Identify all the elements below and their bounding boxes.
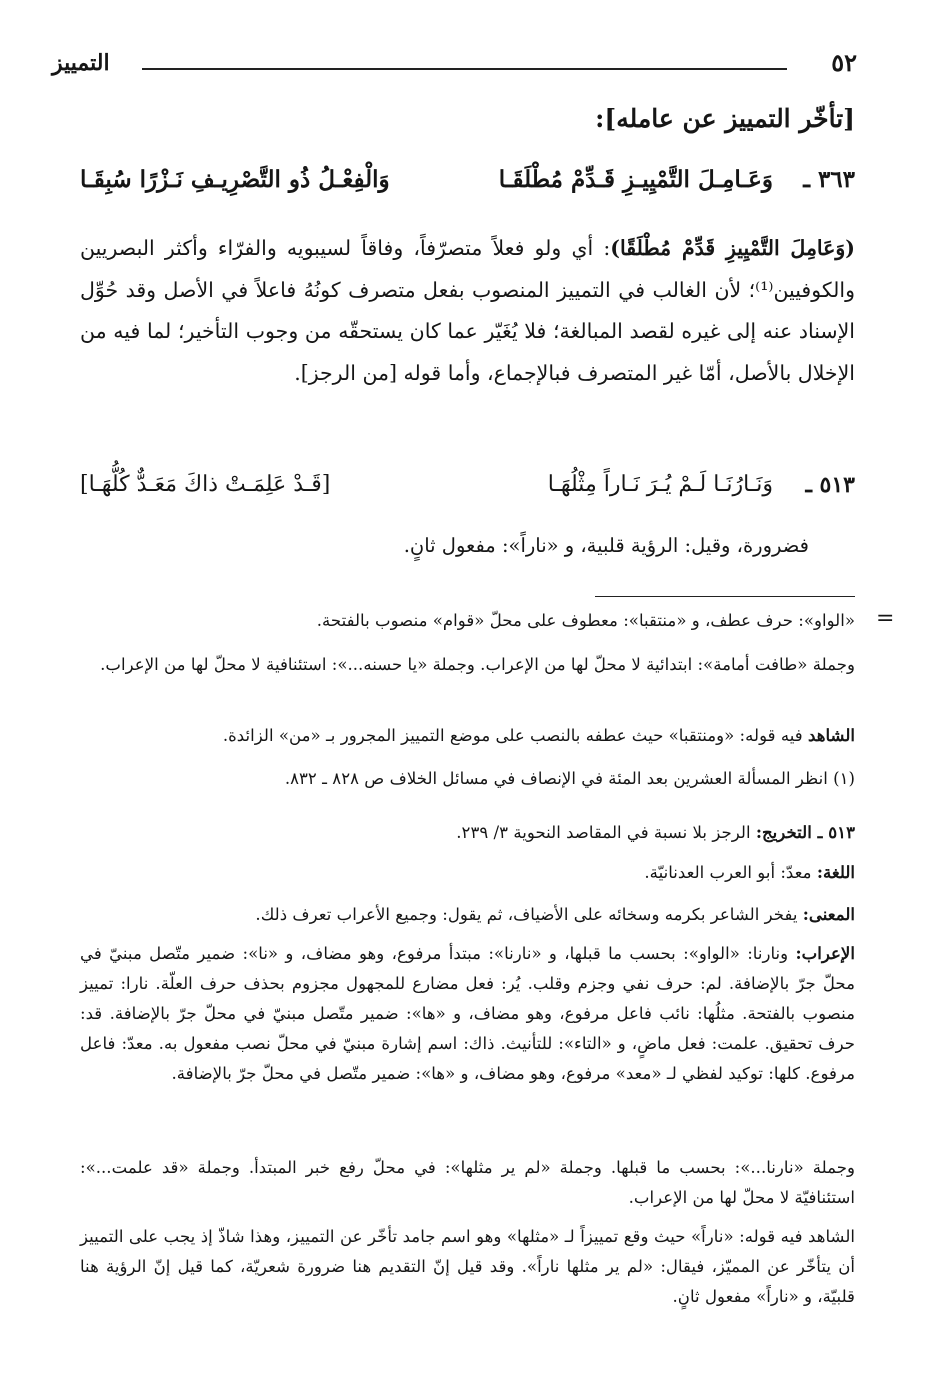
page-header	[52, 42, 857, 82]
footnote-paragraph: وجملة «طافت أمامة»: ابتدائية لا محلّ لها من الإعراب. وجملة «يا حسنه...»: استئنافية لا محلّ لها من الإعراب.	[100, 655, 855, 674]
footnote-separator	[595, 596, 855, 597]
page-number: ٥٢	[831, 48, 857, 77]
cited-verse-number: ٥١٣ ـ	[805, 472, 855, 498]
footnote-reference: (١) انظر المسألة العشرين بعد المئة في الإنصاف في مسائل الخلاف ص ٨٢٨ ـ ٨٣٢.	[284, 769, 855, 788]
verse-first-hemistich: وَعَـامِـلَ التَّمْيِيـزِ قَـدِّمْ مُطْلَقَـا	[498, 166, 773, 193]
footnote-irab: الإعراب: ونارنا: «الواو»: بحسب ما قبلها، و «نارنا»: مبتدأ مرفوع، وهو مضاف، و «نا»: ضمير متّصل مبنيّ في محلّ جرّ بالإضافة. لم: حرف نفي وجزم وقلب. يُر: فعل مضارع للمجهول مجزوم بحذف حرف العلّة. نارا: تمييز منصوب بالفتحة. مثلُها: نائب فاعل مرفوع، وهو مضاف، و «ها»: ضمير متّصل مبنيّ في محلّ جرّ بالإضافة. قد: حرف تحقيق. علمت: فعل ماضٍ، و «التاء»: للتأنيث. ذاك: اسم إشارة مبنيّ في محلّ نصب مفعول به. معدّ: فاعل مرفوع. كلها: توكيد لفظي لـ «معد» مرفوع، وهو مضاف، و «ها»: ضمير متّصل في محلّ جرّ بالإضافة.	[80, 943, 856, 1083]
continuation-mark: =	[876, 606, 895, 631]
verse-number: ٣٦٣ ـ	[803, 166, 855, 193]
footnote-lugha: اللغة: معدّ: أبو العرب العدنانيّة.	[644, 862, 855, 882]
takhrij-label: ٥١٣ ـ التخريج:	[755, 822, 855, 842]
shahid-label: الشاهد	[808, 725, 855, 745]
irab-label: الإعراب:	[795, 943, 856, 963]
after-verse-text: فضرورة، وقيل: الرؤية قلبية، و «ناراً»: مفعول ثانٍ.	[403, 534, 809, 557]
footnote-shahid: الشاهد فيه قوله: «ومنتقبا» حيث عطفه بالنصب على موضع التمييز المجرور بـ «من» الزائدة.	[222, 725, 855, 745]
commentary-text: : أي ولو فعلاً متصرّفاً، وفاقاً لسيبويه والفرّاء وأكثر البصريين والكوفيين⁽¹⁾؛ لأن الغالب في التمييز المنصوب بفعل متصرف كونُهُ فاعلاً في الأصل وقد حُوِّل الإسناد عنه إلى غيره لقصد المبالغة؛ فلا يُغَيّر عما كان يستحقّه من وجوب التأخير؛ لما فيه من الإخلال بالأصل، أمّا غير المتصرف فبالإجماع، وأما قوله [من الرجز].	[80, 236, 855, 385]
footnote-line: «الواو»: حرف عطف، و «منتقبا»: معطوف على محلّ «قوام» منصوب بالفتحة.	[316, 611, 855, 630]
footnote-shahid-2: الشاهد فيه قوله: «ناراً» حيث وقع تمييزاً لـ «مثلها» وهو اسم جامد تأخّر عن التمييز، وهذا شاذّ إذ يجب على التمييز أن يتأخّر عن المميّز، فيقال: «لم ير مثلها ناراً». وقد قيل إنّ التقديم هنا ضرورة شعريّة، كما قيل إنّ الرؤية هنا قلبيّة، و «ناراً» مفعول ثانٍ.	[80, 1227, 855, 1306]
cited-first-hemistich: وَنَـارُنَـا لَـمْ يُـرَ نَـاراً مِثْلُهَـا	[547, 472, 773, 497]
lugha-label: اللغة:	[816, 862, 855, 882]
cited-second-hemistich: [قَـدْ عَلِمَـتْ ذاكَ مَعَـدٌّ كُلُّهَـا]	[80, 472, 331, 497]
commentary-paragraph	[80, 228, 855, 394]
running-title: التمييز	[52, 50, 110, 76]
commentary-lead: (وَعَامِلَ التَّمْيِيزِ قَدِّمْ مُطْلَقًا)	[610, 236, 855, 260]
header-rule	[142, 68, 787, 70]
verse-second-hemistich: وَالْفِعْـلُ ذُو التَّصْرِيـفِ نَـزْرًا سُبِقَـا	[80, 166, 390, 193]
section-heading: [تأخّر التمييز عن عامله]:	[595, 104, 855, 133]
footnote-takhrij: ٥١٣ ـ التخريج: الرجز بلا نسبة في المقاصد النحوية ٣/ ٢٣٩.	[456, 822, 855, 842]
cited-verse	[80, 472, 855, 512]
alfiyya-verse	[80, 166, 855, 210]
footnote-jumal: وجملة «نارنا...»: بحسب ما قبلها. وجملة «لم ير مثلها»: في محلّ رفع خبر المبتدأ. وجملة «قد علمت...»: استئنافيّة لا محلّ لها من الإعراب.	[80, 1158, 855, 1207]
maana-label: المعنى:	[802, 904, 855, 924]
footnote-maana: المعنى: يفخر الشاعر بكرمه وسخائه على الأضياف، ثم يقول: وجميع الأعراب تعرف ذلك.	[255, 904, 855, 924]
